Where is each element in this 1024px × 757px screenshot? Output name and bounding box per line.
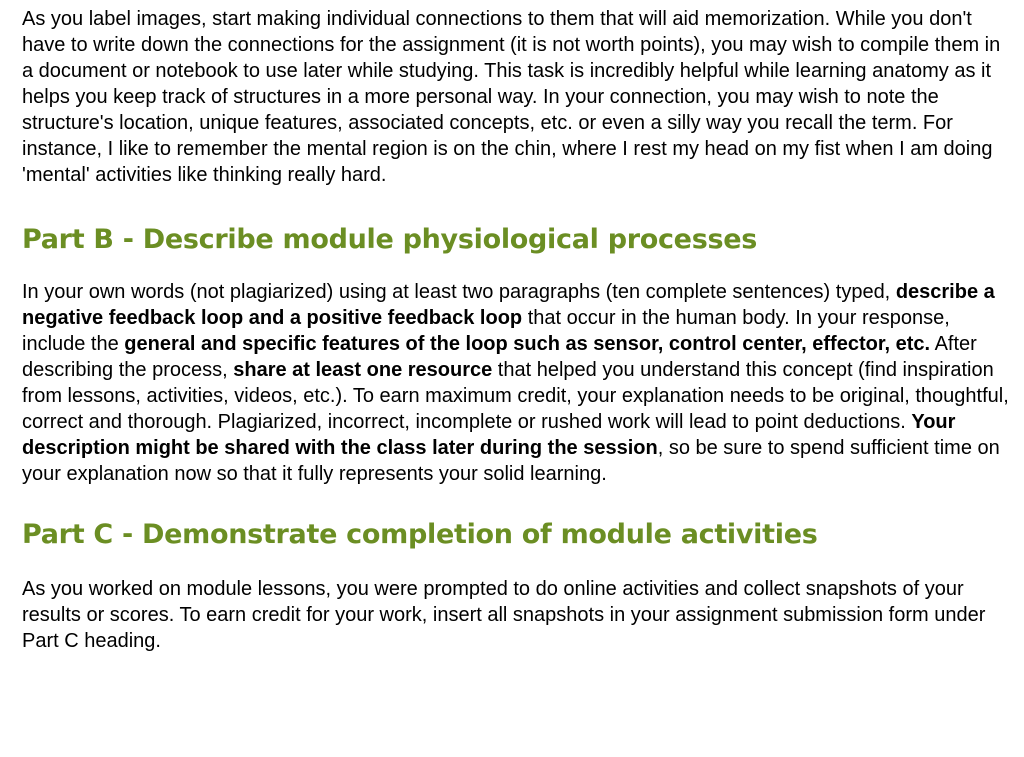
part-b-paragraph <box>22 279 1012 487</box>
intro-paragraph: As you label images, start making individual connections to them that will aid memorization. While you don't have to write down the connections for the assignment (it is not worth points), you may wish to compile them in a document or notebook to use later while studying. This task is incredibly helpful while learning anatomy as it helps you keep track of structures in a more personal way. In your connection, you may wish to note the structure's location, unique features, associated concepts, etc. or even a silly way you recall the term. For instance, I like to remember the mental region is on the chin, where I rest my head on my fist when I am doing 'mental' activities like thinking really hard. <box>22 8 1001 186</box>
part-b-text-5: , so be sure to spend sufficient time on your explanation now so that it fully represents your solid learning. <box>22 437 1000 485</box>
part-b-bold-resource: share at least one resource <box>233 359 493 381</box>
part-b-text-1: In your own words (not plagiarized) using at least two paragraphs (ten complete sentences) typed, <box>22 281 896 303</box>
part-b-text-3: After describing the process, <box>22 333 977 381</box>
part-c-paragraph: As you worked on module lessons, you were prompted to do online activities and collect snapshots of your results or scores. To earn credit for your work, insert all snapshots in your assignment submission form under Part C heading. <box>22 578 986 652</box>
part-b-bold-feedback-loops: describe a negative feedback loop and a positive feedback loop <box>22 281 995 329</box>
part-b-bold-shared: Your description might be shared with the class later during the session <box>22 411 956 459</box>
part-c-heading: Part C - Demonstrate completion of module activities <box>22 519 818 550</box>
part-b-bold-loop-features: general and specific features of the loop such as sensor, control center, effector, etc. <box>124 333 931 355</box>
part-b-heading: Part B - Describe module physiological processes <box>22 224 758 255</box>
part-b-text-2: that occur in the human body. In your response, include the <box>22 307 950 355</box>
part-b-text-4: that helped you understand this concept (find inspiration from lessons, activities, videos, etc.). To earn maximum credit, your explanation needs to be original, thoughtful, correct and thorough. Plagiarized, incorrect, incomplete or rushed work will lead to point deductions. <box>22 359 1009 433</box>
assignment-instructions <box>22 6 1012 654</box>
